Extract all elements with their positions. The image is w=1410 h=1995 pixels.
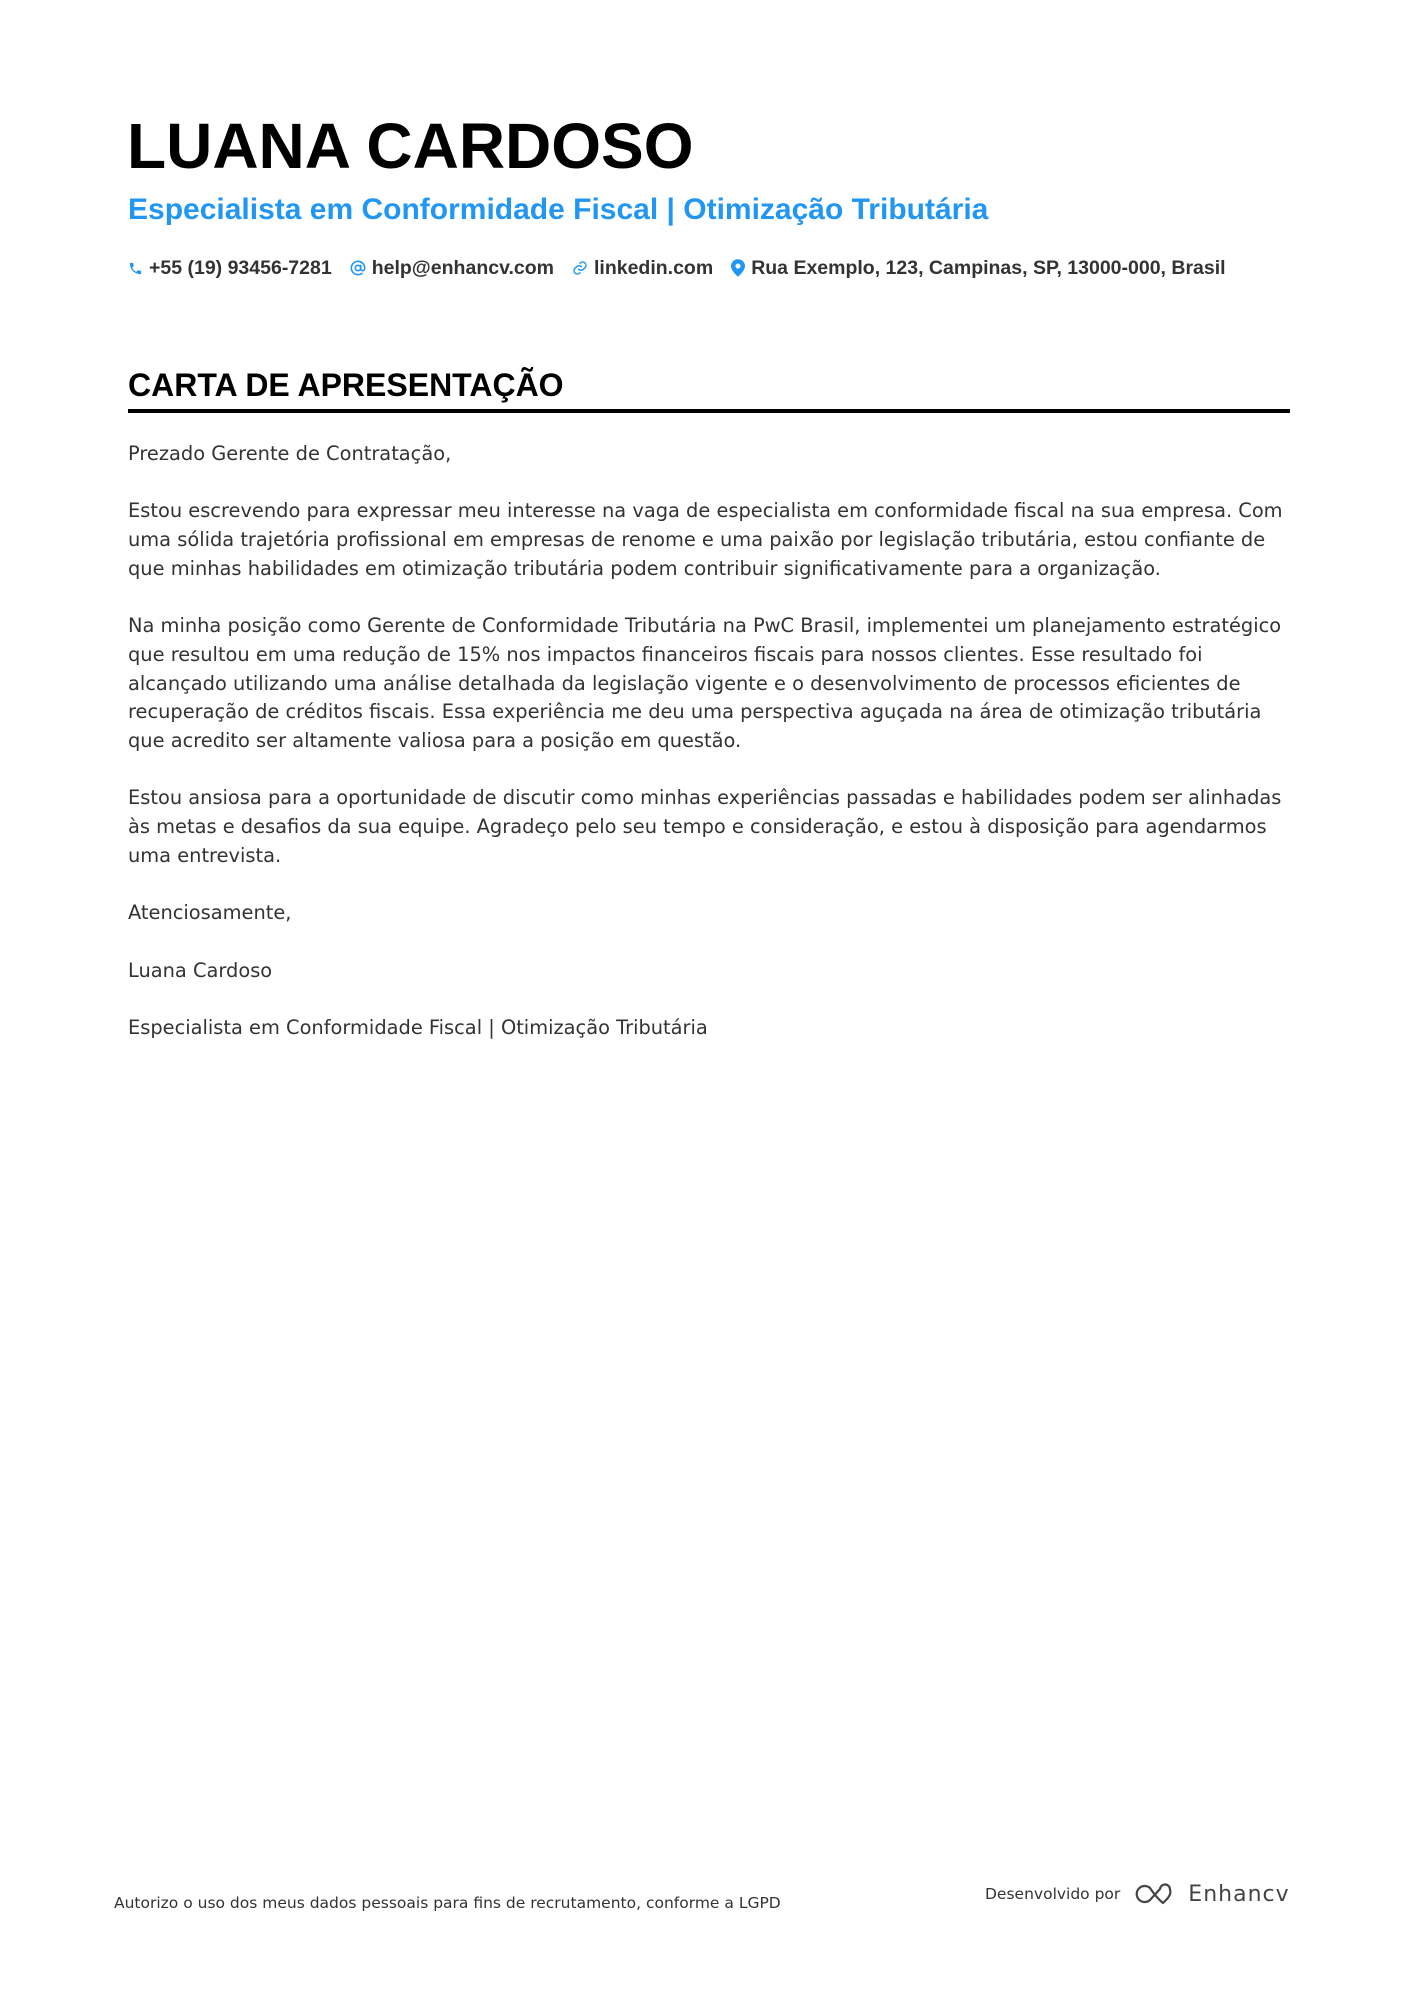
contact-email-text[interactable]: help@enhancv.com <box>371 256 554 279</box>
letter-paragraph: Na minha posição como Gerente de Conformidade Tributária na PwC Brasil, implementei um planejamento estratégico que resultou em uma redução de 15% nos impactos financeiros fiscais para nossos clientes. Esse resultado foi alcançado utilizando uma análise detalhada da legislação vigente e o desenvolvimento de processos eficientes de recuperação de créditos fiscais. Essa experiência me deu uma perspectiva aguçada na área de otimização tributária que acredito ser altamente valiosa para a posição em questão. <box>128 614 1282 752</box>
contact-email <box>350 257 554 280</box>
candidate-name: LUANA CARDOSO <box>127 110 694 182</box>
letter-paragraph: Estou ansiosa para a oportunidade de discutir como minhas experiências passadas e habilidades podem ser alinhadas às metas e desafios da sua equipe. Agradeço pelo seu tempo e consideração, e estou à disposição para agendarmos uma entrevista. <box>128 786 1282 867</box>
salutation: Prezado Gerente de Contratação, <box>128 442 452 465</box>
link-icon <box>572 260 588 276</box>
contact-linkedin <box>572 257 713 280</box>
letter-body <box>128 440 1293 1071</box>
contact-linkedin-text[interactable]: linkedin.com <box>593 256 714 279</box>
powered-by-label: Desenvolvido por <box>985 1885 1121 1903</box>
location-pin-icon <box>731 259 745 277</box>
contact-row <box>128 254 1226 282</box>
signature-title: Especialista em Conformidade Fiscal | Otimização Tributária <box>128 1015 708 1039</box>
brand-name: Enhancv <box>1188 1881 1290 1907</box>
contact-address <box>731 257 1225 280</box>
contact-address-text: Rua Exemplo, 123, Campinas, SP, 13000-000, Brasil <box>751 256 1226 279</box>
phone-icon <box>128 261 143 276</box>
candidate-title: Especialista em Conformidade Fiscal | Otimização Tributária <box>128 193 989 226</box>
consent-text: Autorizo o uso dos meus dados pessoais para fins de recrutamento, conforme a LGPD <box>114 1894 781 1912</box>
section-divider <box>128 409 1290 413</box>
section-heading: CARTA DE APRESENTAÇÃO <box>128 367 564 403</box>
powered-by[interactable] <box>985 1880 1290 1908</box>
signature-name: Luana Cardoso <box>128 958 273 982</box>
enhancv-logo-icon <box>1130 1881 1178 1907</box>
contact-phone <box>128 257 332 280</box>
closing: Atenciosamente, <box>128 901 292 925</box>
at-icon <box>350 260 366 276</box>
contact-phone-text[interactable]: +55 (19) 93456-7281 <box>149 256 332 279</box>
letter-paragraph: Estou escrevendo para expressar meu interesse na vaga de especialista em conformidade fiscal na sua empresa. Com uma sólida trajetória profissional em empresas de renome e uma paixão por legislação tributária, estou confiante de que minhas habilidades em otimização tributária podem contribuir significativamente para a organização. <box>128 499 1283 580</box>
